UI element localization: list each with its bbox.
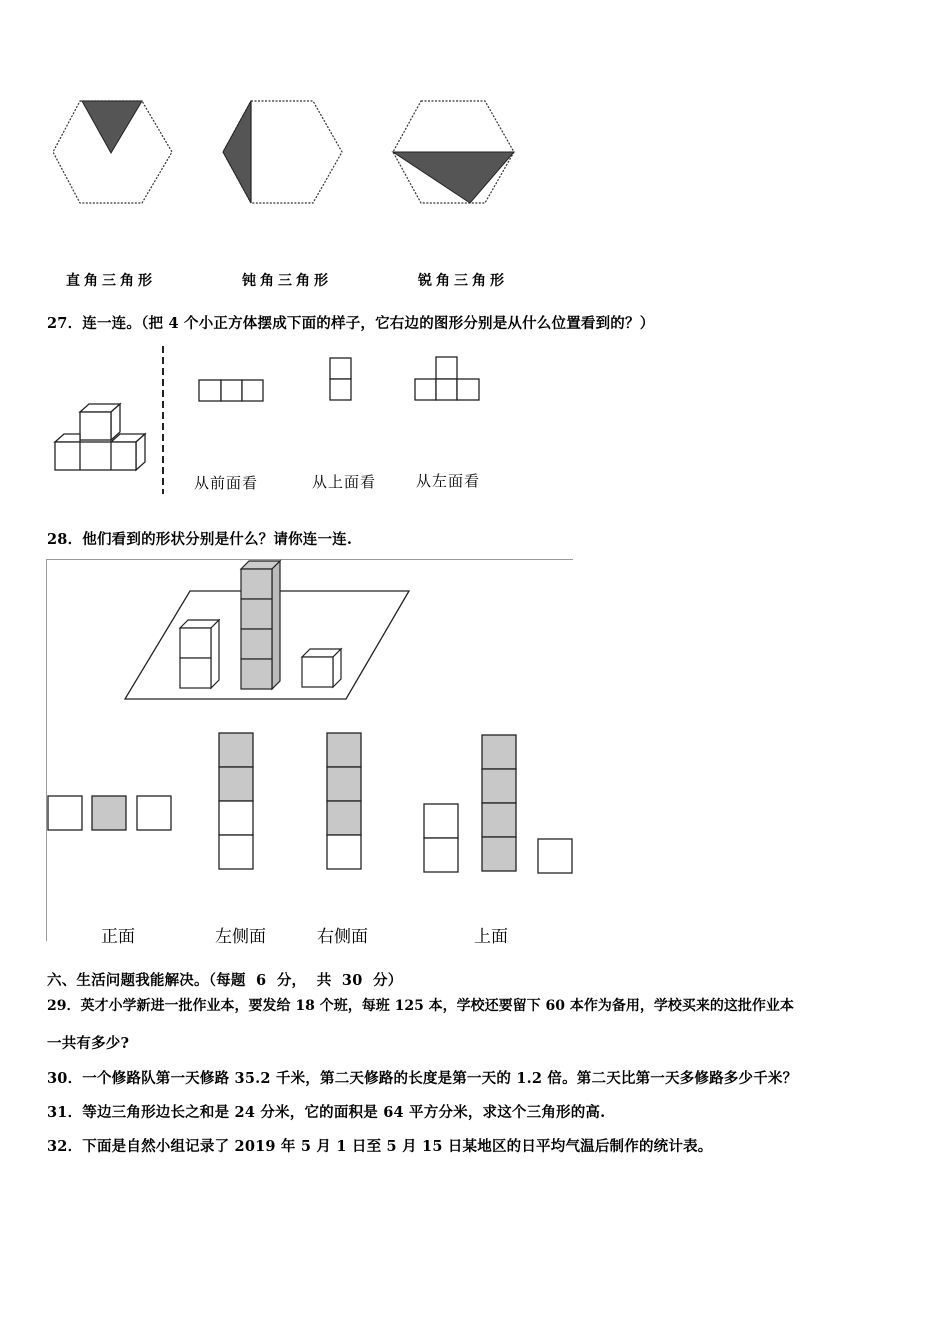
hexagon-figure-right xyxy=(50,98,175,206)
caption-right-triangle: 直角三角形 xyxy=(66,273,156,289)
view-t-shape xyxy=(413,355,483,403)
label-left-view: 从左面看 xyxy=(416,472,481,490)
view-two-stacked xyxy=(329,356,355,404)
question-32: 32．下面是自然小组记录了 2019 年 5 月 1 日至 5 月 15 日某地区的日平均气温后制作的统计表。 xyxy=(47,1138,713,1155)
question-31: 31．等边三角形边长之和是 24 分米，它的面积是 64 平方分米，求这个三角形的高. xyxy=(47,1104,606,1121)
label-top-view: 从上面看 xyxy=(312,473,377,491)
cube-stack-figure xyxy=(52,402,152,478)
platform-with-towers xyxy=(120,558,415,706)
question-27: 27．连一连。（把 4 个小正方体摆成下面的样子，它右边的图形分别是从什么位置看到的？） xyxy=(47,315,655,332)
hexagon-figure-acute xyxy=(390,98,517,206)
label-front: 正面 xyxy=(101,927,135,947)
section-6-heading: 六、生活问题我能解决。（每题 6 分， 共 30 分） xyxy=(47,972,403,989)
label-top: 上面 xyxy=(474,927,508,947)
question-29-line1: 29．英才小学新进一批作业本，要发给 18 个班，每班 125 本，学校还要留下 60 本作为备用，学校买来的这批作业本 xyxy=(47,998,794,1014)
hexagon-figure-obtuse xyxy=(220,98,345,206)
label-front-view: 从前面看 xyxy=(194,474,259,492)
view-three-in-row xyxy=(198,378,266,403)
question-29-line2: 一共有多少? xyxy=(47,1035,130,1052)
dashed-divider xyxy=(161,346,165,494)
label-right-side: 右侧面 xyxy=(317,927,368,947)
label-left-side: 左侧面 xyxy=(215,927,266,947)
question-28: 28．他们看到的形状分别是什么？请你连一连. xyxy=(47,531,353,548)
caption-obtuse-triangle: 钝角三角形 xyxy=(242,273,332,289)
question-30: 30．一个修路队第一天修路 35.2 千米，第二天修路的长度是第一天的 1.2 倍。第二天比第一天多修路多少千米？ xyxy=(47,1070,798,1087)
caption-acute-triangle: 锐角三角形 xyxy=(418,273,508,289)
answer-views xyxy=(46,730,576,880)
